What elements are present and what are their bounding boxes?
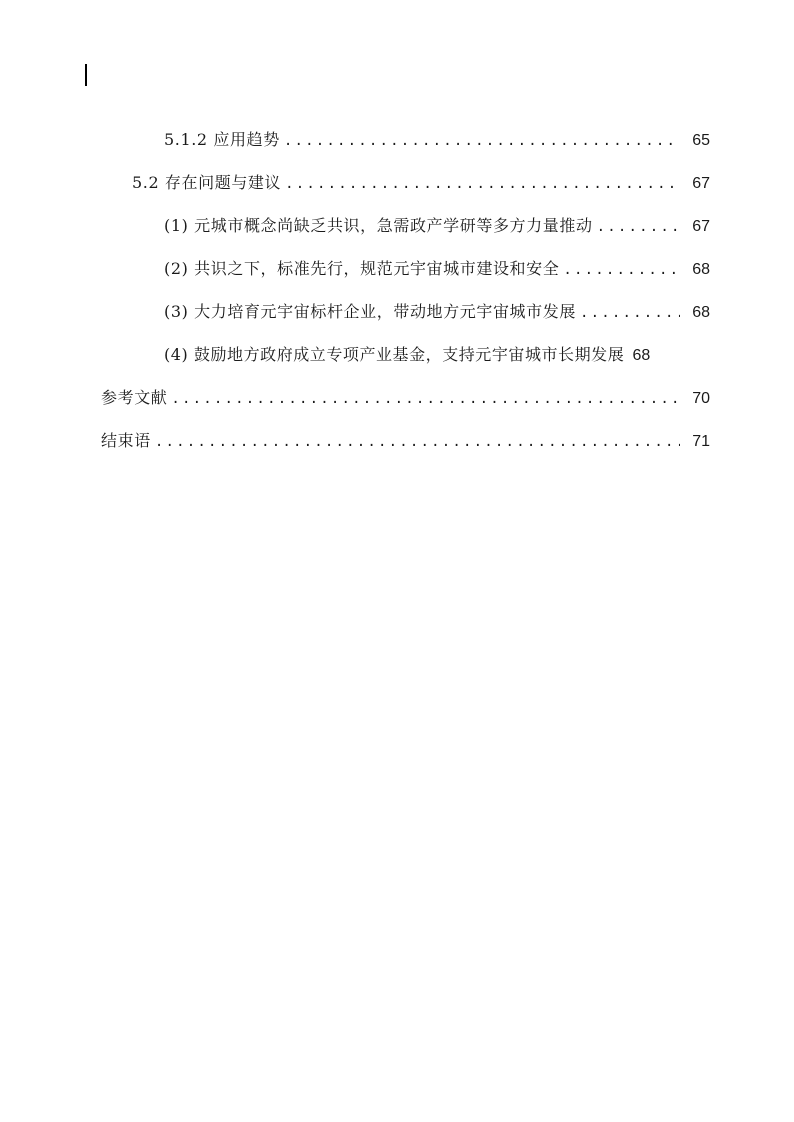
toc-entry-label: 5.2 存在问题与建议 [132, 173, 282, 192]
toc-entry-label: (4) 鼓励地方政府成立专项产业基金，支持元宇宙城市长期发展 [164, 345, 625, 364]
toc-leader-dots [563, 257, 680, 283]
toc-leader-dots [284, 128, 680, 154]
toc-entry[interactable] [164, 256, 710, 282]
toc-entry-page: 68 [632, 347, 651, 364]
toc-entry[interactable] [164, 127, 710, 153]
toc-entry[interactable] [164, 299, 710, 325]
toc-entry-label: 参考文献 [101, 388, 168, 407]
toc-entry-page: 71 [692, 433, 710, 450]
toc-entry-page: 65 [692, 132, 710, 149]
toc-entry-page: 68 [692, 261, 710, 278]
toc-entry-label: (3) 大力培育元宇宙标杆企业，带动地方元宇宙城市发展 [164, 302, 576, 321]
toc-leader-dots [155, 429, 680, 455]
toc-entry[interactable] [101, 385, 710, 411]
toc-entry[interactable] [164, 213, 710, 239]
toc-entry-label: 5.1.2 应用趋势 [164, 130, 280, 149]
toc-entry-page: 67 [692, 175, 710, 192]
toc-entry[interactable] [164, 342, 710, 368]
toc-entry-label: 结束语 [101, 431, 151, 450]
toc-entry-page: 70 [692, 390, 710, 407]
toc-entry-label: (2) 共识之下，标准先行，规范元宇宙城市建设和安全 [164, 259, 560, 278]
toc-entry-label: (1) 元城市概念尚缺乏共识，急需政产学研等多方力量推动 [164, 216, 593, 235]
text-cursor [85, 64, 87, 86]
toc-entry-page: 67 [692, 218, 710, 235]
toc-leader-dots [597, 214, 680, 240]
toc-entry[interactable] [101, 428, 710, 454]
toc-entry[interactable] [132, 170, 710, 196]
toc-leader-dots [580, 300, 680, 326]
toc-leader-dots [285, 171, 680, 197]
toc-leader-dots [171, 386, 680, 412]
toc-entry-page: 68 [692, 304, 710, 321]
